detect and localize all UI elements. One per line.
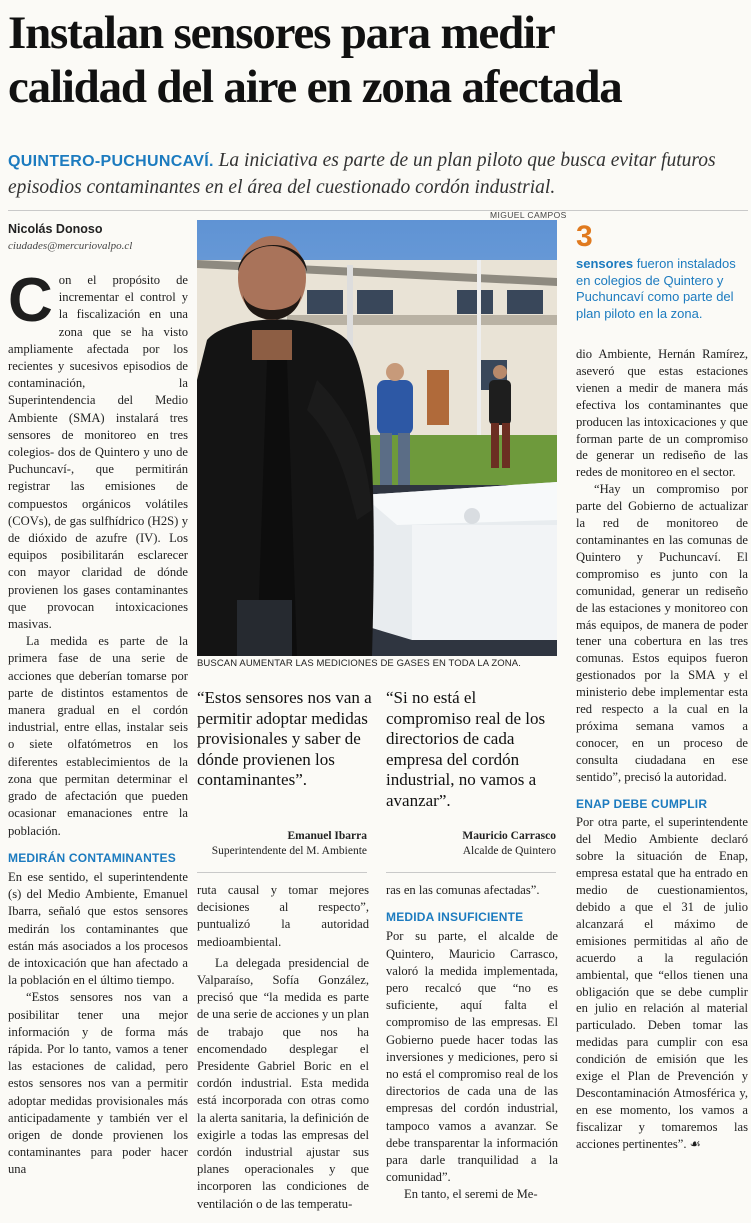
quote-source-name: Emanuel Ibarra <box>287 830 367 842</box>
paragraph: La delegada presidencial de Valparaíso, Sofía González, precisó que “la medida es parte de una serie de acciones y un plan de trabajo que nos ha encomendado desplegar el Presidente Gabriel Boric en el cordón industrial. Esta medida está incorporada con otras como la alerta sanitaria, la definición de exigirle a todas las empresas del cordón industrial ajustar sus planes operacionales y que incorporen las condiciones de ventilación o de las temperatu- <box>197 955 369 1211</box>
paragraph: “Estos sensores nos van a posibilitar tener una mejor información y de forma más rápida. Por lo tanto, vamos a tener las estaciones de calidad, pero estos sensores nos van a permitir adoptar medidas provisionales más anticipadamente y también ver el origen de donde provienen los contaminantes para poder hacer una <box>8 990 188 1177</box>
location-tag: QUINTERO-PUCHUNCAVÍ. <box>8 153 214 170</box>
paragraph: ras en las comunas afectadas”. <box>386 883 540 897</box>
subheading-mediran-contaminantes: MEDIRÁN CONTAMINANTES <box>8 850 176 865</box>
paragraph: Por otra parte, el superintendente del Medio Ambiente declaró sobre la situación de Enap, empresa estatal que ha entrado en medio de cuestionamientos, debido a que el 31 de julio alcanzará el máximo de emisiones permitidas al año de acuerdo a la regulación ambiental, que “ellos tienen una obligación que se debe cumplir en julio en relación al material particulado. Deben tomar las medidas para cumplir con esa condición de emisión que les exige el Plan de Prevención y Descontaminación Atmosférica y, en ese momento, los vamos a fiscalizar y tomaremos las acciones pertinentes”. ☙ <box>576 815 748 1151</box>
author-name: Nicolás Donoso <box>8 222 103 236</box>
photo-caption: BUSCAN AUMENTAR LAS MEDICIONES DE GASES EN TODA LA ZONA. <box>197 658 521 669</box>
quote-source-carrasco <box>386 830 556 857</box>
paragraph: En tanto, el seremi de Me- <box>404 1187 538 1202</box>
article-column-3 <box>386 882 558 1204</box>
subheading-enap-debe-cumplir: ENAP DEBE CUMPLIR <box>576 796 708 811</box>
article-column-2 <box>197 882 369 1213</box>
paragraph: Por su parte, el alcalde de Quintero, Mauricio Carrasco, valoró la medida implementada, pero recalcó que “no es suficiente, aquí falta el compromiso de las empresas. El Gobierno puede hacer todas las inversiones y mediciones, pero si no está el compromiso real de los directorios de cada una de las empresas del cordón industrial, tampoco vamos a avanzar. Se debe transparentar la información para darle tranquilidad a la comunidad”. <box>386 929 558 1185</box>
end-mark-icon: ☙ <box>689 1136 701 1151</box>
quote-divider <box>386 872 556 873</box>
paragraph: Con el propósito de incrementar el control y la fiscalización en una zona que se ha visto ampliamente afectada por los recientes y sucesivos episodios de contaminación, la Superintendencia del Medio Ambiente (SMA) instalará tres sensores de monitoreo en tres colegios- dos de Quintero y uno de Puchuncaví-, que permitirán registrar las emisiones de compuestos orgánicos volátiles (COVs), de gas sulfhídrico (H2S) y de dióxido de azufre (IV). Los equipos posibilitarán esclarecer con mayor claridad de dónde provienen los gases contaminantes que provocan intoxicaciones masivas. <box>8 266 188 632</box>
paragraph: En ese sentido, el superintendente (s) del Medio Ambiente, Emanuel Ibarra, señaló que estos sensores medirán los contaminantes que están más asociados a los procesos de intoxicación que han afectado a la población en el último tiempo. <box>8 869 188 988</box>
paragraph: ruta causal y tomar mejores decisiones al respecto”, puntualizó la autoridad medioambiental. <box>197 883 369 949</box>
article-column-4 <box>576 346 748 1153</box>
drop-cap: C <box>8 266 53 335</box>
paragraph: “Hay un compromiso por parte del Gobierno de actualizar la red de monitoreo de contaminantes en las comunas de Quintero y Puchuncaví. El compromiso es junto con la comunidad, generar un rediseño de las estaciones y monitoreo con más equipos, de manera de poder tener una cobertura en las tres comunas. Estos equipos fueron gestionados por la SMA y el ministerio debe implementar esta red respecto a la cual en la próxima semana vamos a conocer, en un proceso de consulta ciudadana en ese sentido”, precisó la autoridad. <box>576 482 748 784</box>
pull-quote-ibarra: “Estos sensores nos van a permitir adoptar medidas provisionales y saber de dónde provienen los contaminantes”. <box>197 688 372 789</box>
lead-paragraph <box>8 148 748 201</box>
divider <box>8 210 748 211</box>
quote-source-role: Superintendente del M. Ambiente <box>211 845 367 857</box>
fact-number: 3 <box>576 220 593 253</box>
headline <box>8 6 748 114</box>
fact-text: sensores fueron instalados en colegios de Quintero y Puchuncaví como parte del plan piloto en la zona. <box>576 256 736 321</box>
paragraph: dio Ambiente, Hernán Ramírez, aseveró que estas estaciones vienen a medir de manera más efectiva los contaminantes que producen las intoxicaciones y que forman parte de un compromiso de generar un rediseño de las redes de monitoreo en el sector. <box>576 347 748 480</box>
article-column-1 <box>8 266 188 1179</box>
byline <box>8 222 188 252</box>
subheading-medida-insuficiente: MEDIDA INSUFICIENTE <box>386 910 524 925</box>
pull-quote-carrasco: “Si no está el compromiso real de los directorios de cada empresa del cordón industrial, no vamos a avanzar”. <box>386 688 546 810</box>
headline-line-2: calidad del aire en zona afectada <box>8 61 622 113</box>
fact-box <box>576 222 748 322</box>
headline-line-1: Instalan sensores para medir <box>8 7 555 59</box>
quote-source-ibarra <box>197 830 367 857</box>
article-photo <box>197 220 557 656</box>
paragraph: La medida es parte de la primera fase de una serie de acciones que deberían tomarse por parte de distintos estamentos de manera gradual en el cordón industrial, entre ellas, instalar seis o siete olfatómetros en los diferentes establecimientos de la zona que permitan determinar el grado de afectación que pueden ocasionar emanaciones entre la población. <box>8 634 188 838</box>
quote-divider <box>197 872 367 873</box>
lead-text: La iniciativa es parte de un plan piloto que busca evitar futuros episodios contaminantes en el área del cuestionado cordón industrial. <box>8 150 716 198</box>
author-email: ciudades@mercuriovalpo.cl <box>8 240 133 252</box>
quote-source-role: Alcalde de Quintero <box>462 845 556 857</box>
photo-credit: MIGUEL CAMPOS <box>490 210 567 220</box>
fact-bold: sensores <box>576 256 634 271</box>
quote-source-name: Mauricio Carrasco <box>462 830 556 842</box>
